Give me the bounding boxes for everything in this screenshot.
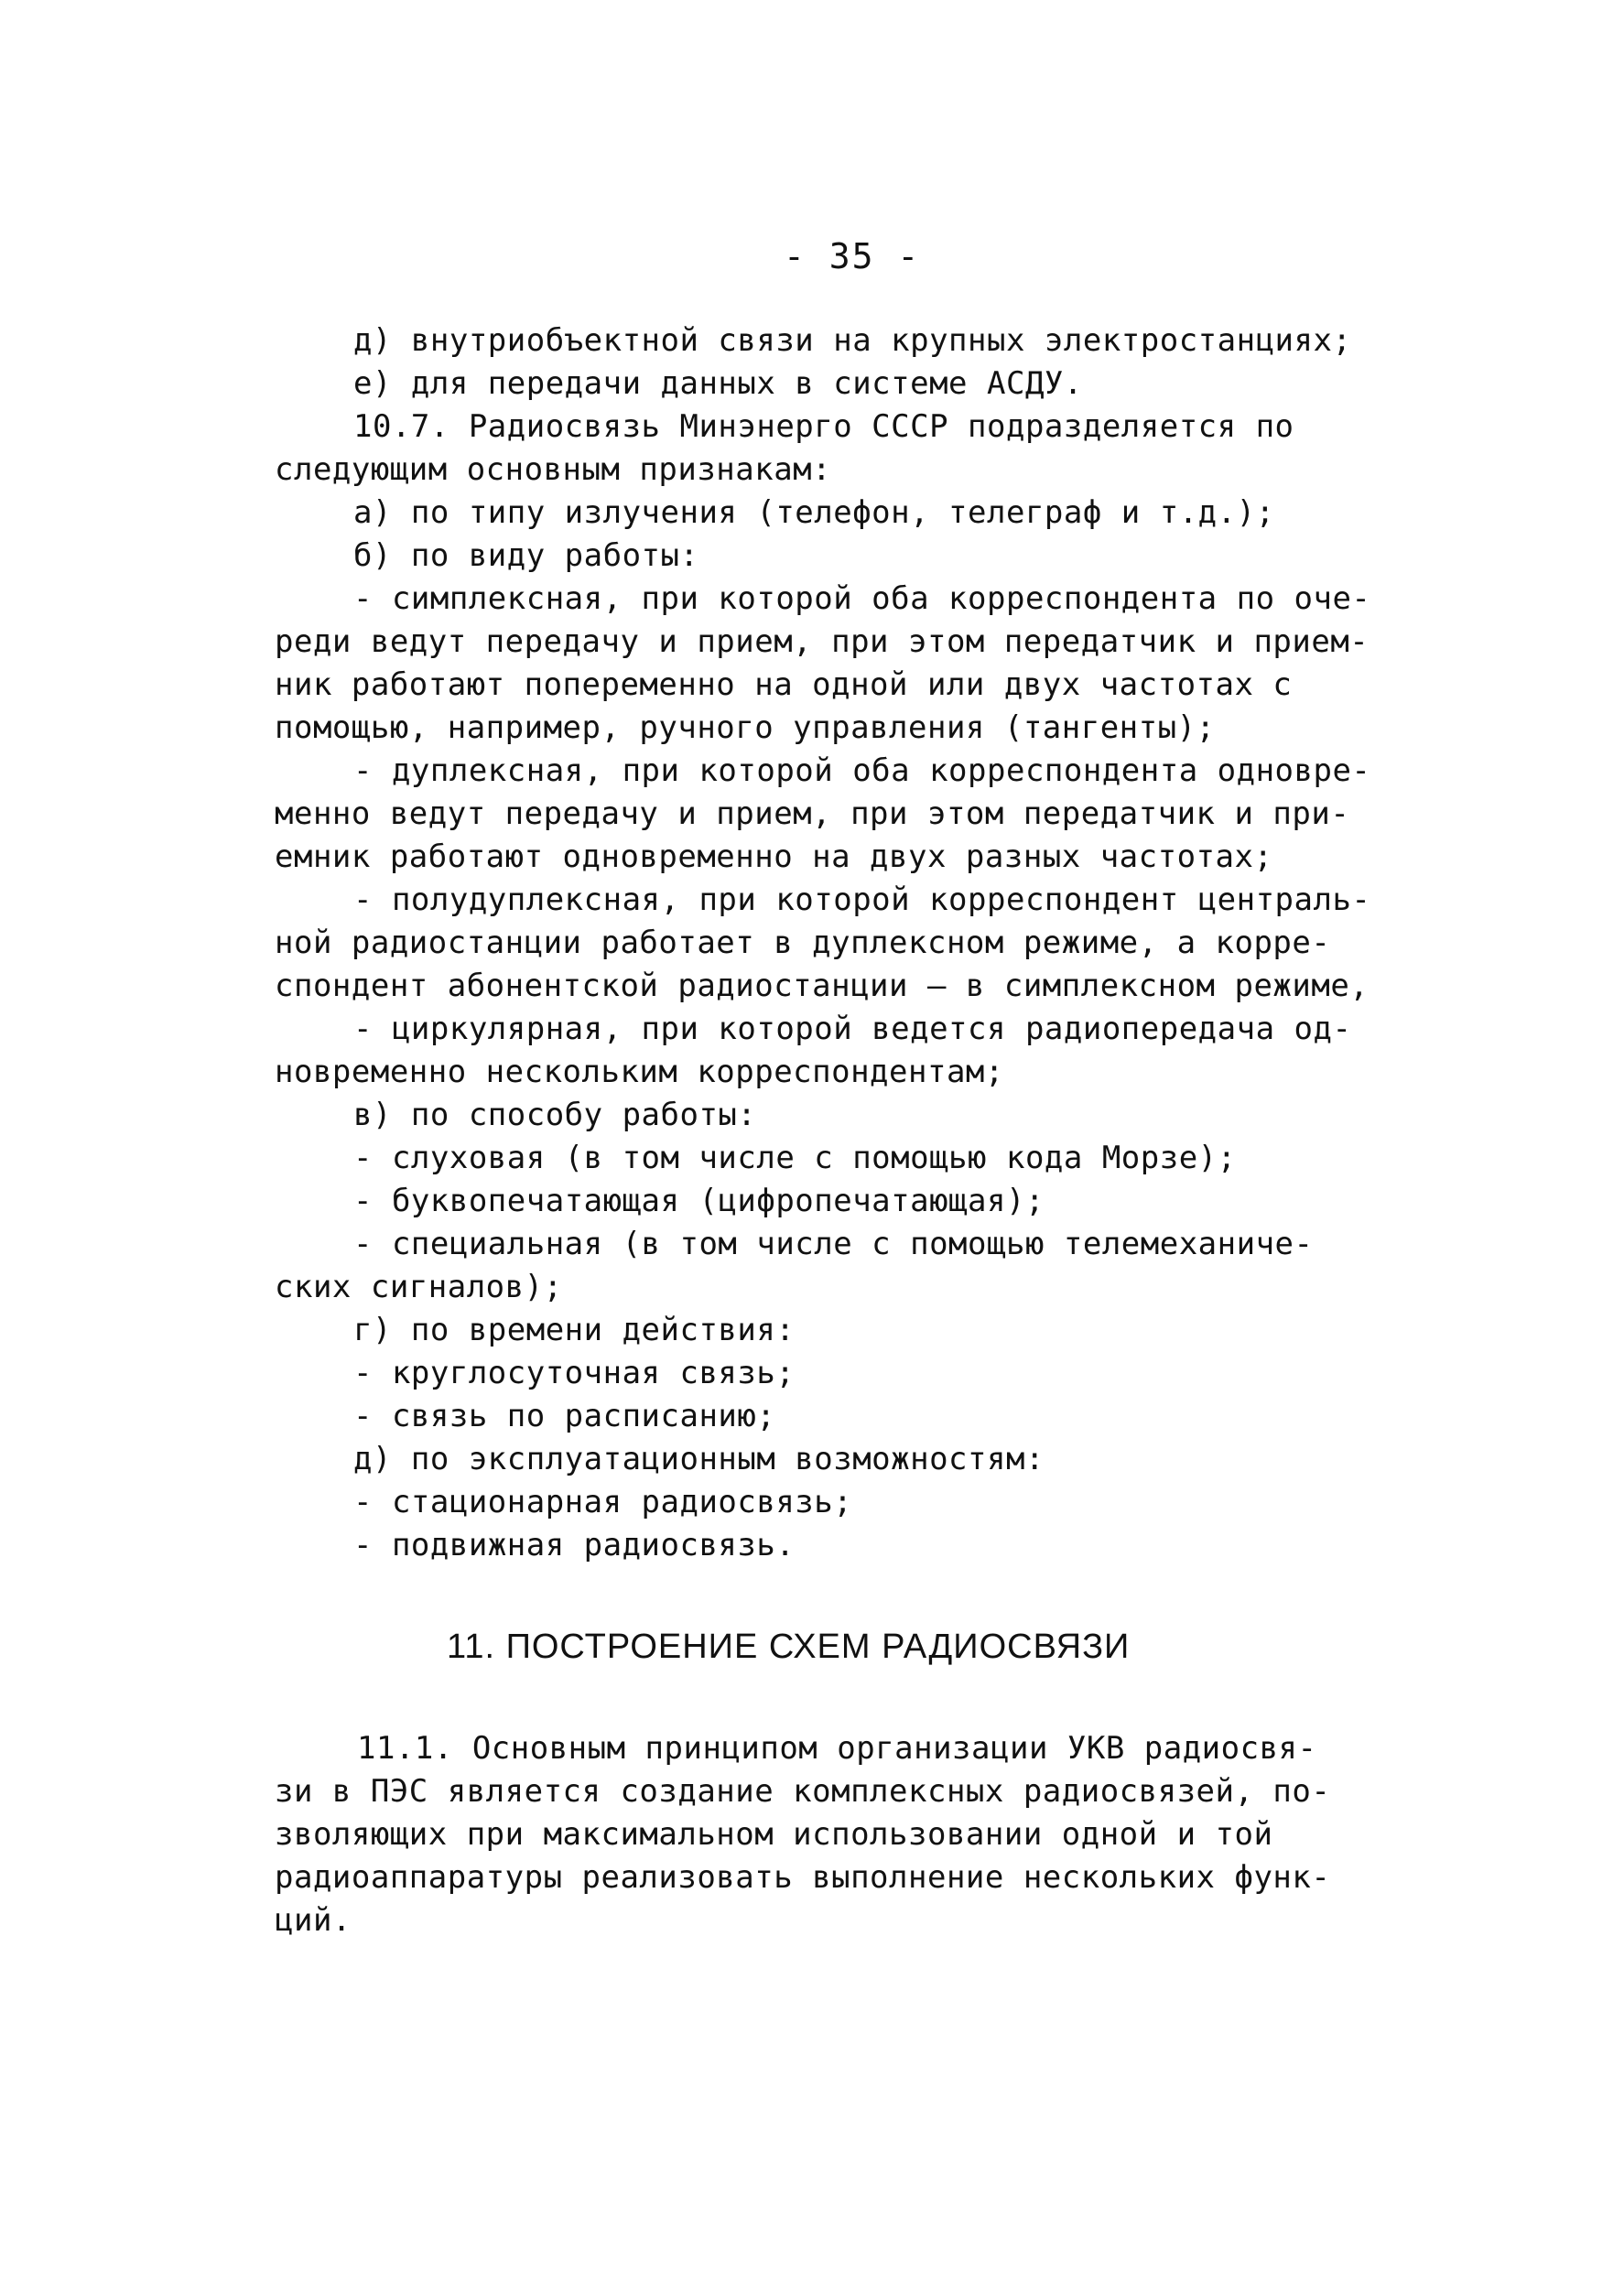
text-line: - специальная (в том числе с помощью телемеханиче- <box>353 1226 1314 1262</box>
text-line: д) внутриобъектной связи на крупных электростанциях; <box>353 322 1352 359</box>
paragraph-line: зволяющих при максимальном использовании одной и той <box>275 1816 1273 1853</box>
text-line: а) по типу излучения (телефон, телеграф и т.д.); <box>353 494 1275 531</box>
text-line: ских сигналов); <box>275 1269 563 1305</box>
text-line: емник работают одновременно на двух разных частотах; <box>275 838 1273 875</box>
text-line: менно ведут передачу и прием, при этом передатчик и при- <box>275 795 1350 832</box>
text-line: ной радиостанции работает в дуплексном режиме, а корре- <box>275 925 1331 961</box>
text-line: - циркулярная, при которой ведется радиопередача од- <box>353 1011 1352 1047</box>
text-line: новременно нескольким корреспондентам; <box>275 1054 1004 1090</box>
text-line: в) по способу работы: <box>353 1097 757 1133</box>
text-line: - связь по расписанию; <box>353 1398 776 1434</box>
text-line: ник работают попеременно на одной или двух частотах с <box>275 666 1293 703</box>
text-line: помощью, например, ручного управления (тангенты); <box>275 709 1216 746</box>
text-line: - дуплексная, при которой оба корреспондента одновре- <box>353 752 1371 789</box>
text-line: 10.7. Радиосвязь Минэнерго СССР подразделяется по <box>353 408 1294 445</box>
text-line: спондент абонентской радиостанции — в симплексном режиме, <box>275 968 1370 1004</box>
text-line: реди ведут передачу и прием, при этом передатчик и прием- <box>275 623 1370 660</box>
section-heading: 11. ПОСТРОЕНИЕ СХЕМ РАДИОСВЯЗИ <box>447 1628 1131 1666</box>
paragraph-line: 11.1. Основным принципом организации УКВ радиосвя- <box>357 1730 1317 1767</box>
text-line: - подвижная радиосвязь. <box>353 1527 796 1563</box>
paragraph-line: радиоаппаратуры реализовать выполнение нескольких функ- <box>275 1859 1331 1896</box>
paragraph-line: ций. <box>275 1902 352 1939</box>
text-line: следующим основным признакам: <box>275 451 832 488</box>
text-line: - круглосуточная связь; <box>353 1355 796 1391</box>
text-line: е) для передачи данных в системе АСДУ. <box>353 365 1083 402</box>
text-line: б) по виду работы: <box>353 537 699 574</box>
text-line: д) по эксплуатационным возможностям: <box>353 1441 1045 1477</box>
text-line: г) по времени действия: <box>353 1312 796 1348</box>
page-number: - 35 - <box>784 236 921 276</box>
text-line: - слуховая (в том числе с помощью кода Морзе); <box>353 1140 1237 1176</box>
text-line: - буквопечатающая (цифропечатающая); <box>353 1183 1045 1219</box>
text-line: - симплексная, при которой оба корреспондента по оче- <box>353 580 1371 617</box>
text-line: - полудуплексная, при которой корреспондент централь- <box>353 882 1371 918</box>
paragraph-line: зи в ПЭС является создание комплексных радиосвязей, по- <box>275 1773 1331 1810</box>
text-line: - стационарная радиосвязь; <box>353 1484 853 1520</box>
